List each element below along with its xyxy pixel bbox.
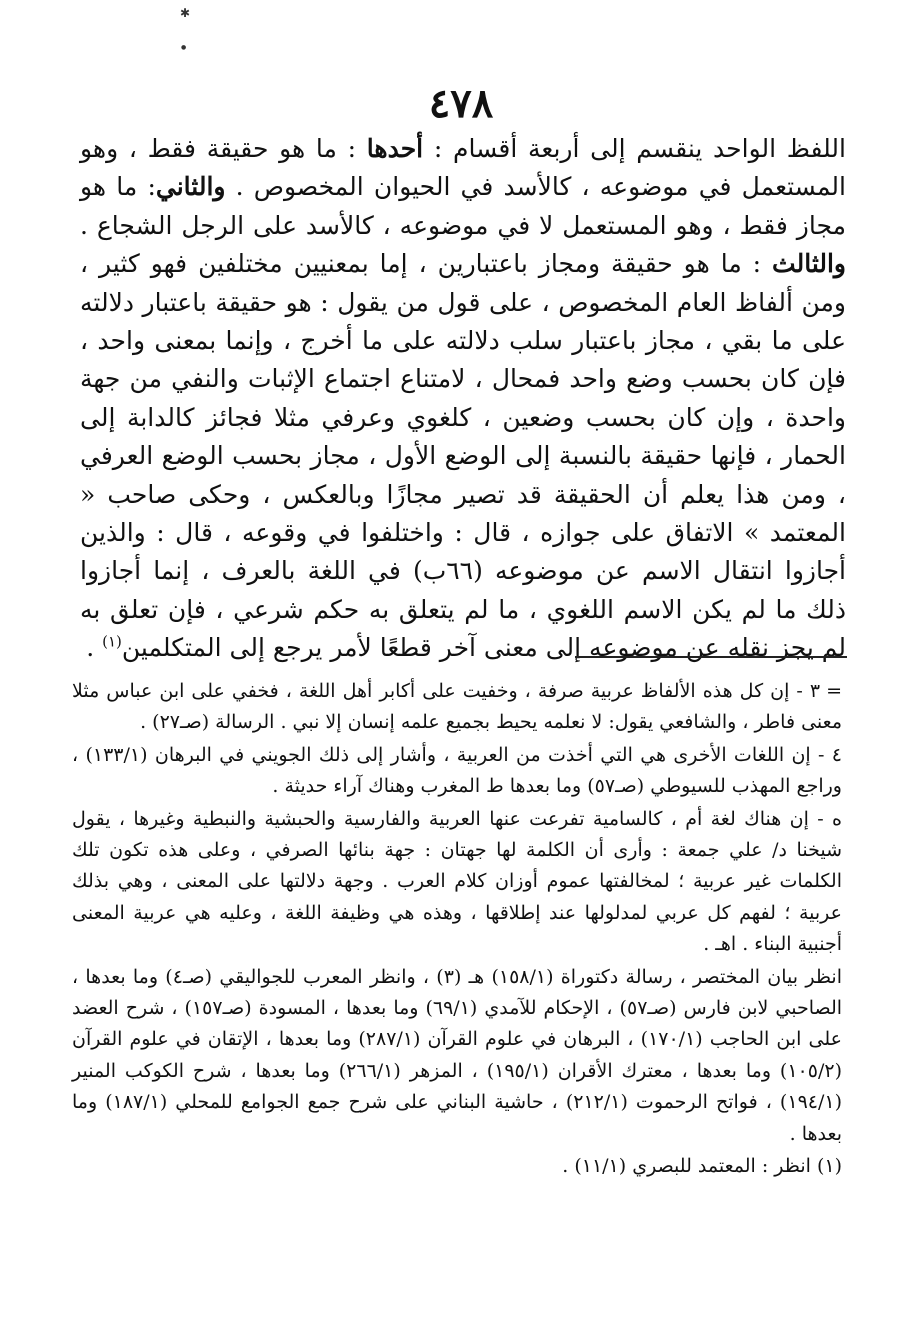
footnote-text: ٣ - إن كل هذه الألفاظ عربية صرفة ، وخفيت على أكابر أهل اللغة ، فخفي على ابن عباس مثلا معنى فاطر ، والشافعي يقول: لا نعلمه يحيط بجميع علمه إنسان إلا نبي . الرسالة (صـ٢٧) .	[72, 680, 842, 734]
footnote	[72, 962, 842, 1150]
footnote	[72, 804, 842, 961]
footnote	[72, 740, 842, 803]
footnotes	[72, 676, 842, 1184]
footnote-text: انظر : المعتمد للبصري (١١/١) .	[562, 1155, 811, 1178]
page-number: ٤٧٨	[428, 80, 494, 127]
footnote-number: (١)	[816, 1155, 842, 1178]
text-run: اللفظ الواحد ينقسم إلى أربعة أقسام :	[423, 134, 846, 163]
paragraph-end: .	[86, 633, 103, 663]
footnote	[72, 1151, 842, 1182]
main-paragraph-body	[80, 134, 846, 662]
text-run: : ما هو مجاز فقط ، وهو المستعمل لا في موضوعه ، كالأسد على الرجل الشجاع .	[80, 172, 846, 240]
main-paragraph	[80, 130, 846, 668]
keyword: أحدها	[366, 134, 424, 163]
footnote-text: ه - إن هناك لغة أم ، كالسامية تفرعت عنها العربية والفارسية والحبشية والنبطية وغيرها ، يقول شيخنا د/ علي جمعة : وأرى أن الكلمة لها جهتان : جهة بنائها الصرفي ، وعلى هذه تكون تلك الكلمات غير عربية ؛ لمخالفتها عموم أوزان كلام العرب . وجهة دلالتها على المعنى ، وهي بذلك عربية ؛ لفهم كل عربي لمدلولها عند إطلاقها ، وهذه هي وظيفة اللغة ، وعليه هي عربية المعنى أجنبية البناء . اهـ .	[72, 807, 842, 956]
keyword: والثالث	[772, 249, 846, 279]
footnote-text: ٤ - إن اللغات الأخرى هي التي أخذت من العربية ، وأشار إلى ذلك الجويني في البرهان (١٣٣/١) ، وراجع المهذب للسيوطي (صـ٥٧) وما بعدها ط المغرب وهناك آراء حديثة .	[72, 743, 842, 798]
footnote-separator	[575, 656, 847, 658]
footnote	[72, 676, 842, 739]
footnote-ref: (١)	[102, 632, 122, 651]
footnote-text: انظر بيان المختصر ، رسالة دكتوراة (١٥٨/١) هـ (٣) ، وانظر المعرب للجواليقي (صـ٤) وما بعدها ، الصاحبي لابن فارس (صـ٥٧) ، الإحكام للآمدي (٦٩/١) وما بعدها ، المسودة (صـ١٥٧) ، شرح العضد على ابن الحاجب (١٧٠/١) ، البرهان في علوم القرآن (٢٨٧/١) وما بعدها ، الإتقان في علوم القرآن (١٠٥/٢) وما بعدها ، معترك الأقران (١٩٥/١) ، المزهر (٢٦٦/١) وما بعدها ، شرح الكوكب المنير (١٩٤/١) ، فواتح الرحموت (٢١٢/١) ، حاشية البناني على شرح جمع الجوامع للمحلي (١٨٧/١) وما بعدها .	[72, 965, 843, 1145]
main-text	[80, 130, 846, 668]
footnote-number: =	[826, 680, 842, 702]
keyword: والثاني	[155, 172, 226, 202]
scan-dot: ●	[181, 44, 187, 51]
scan-mark: ✱	[180, 6, 191, 20]
text-run: : ما هو حقيقة فقط ، وهو المستعمل في موضوعه ، كالأسد في الحيوان المخصوص .	[80, 134, 846, 202]
text-run: : ما هو حقيقة ومجاز باعتبارين ، إما بمعنيين مختلفين فهو كثير ، ومن ألفاظ العام المخصوص ، على قول من يقول : هو حقيقة باعتبار دلالته على ما بقي ، مجاز باعتبار سلب دلالته على ما أخرج ، وإنما بمعنى واحد ، فإن كان بحسب وضع واحد فمحال ، لامتناع اجتماع الإثبات والنفي من جهة واحدة ، وإن كان بحسب وضعين ، كلغوي وعرفي مثلا فجائز كالدابة إلى الحمار ، فإنها حقيقة بالنسبة إلى الوضع الأول ، مجاز بحسب الوضع العرفي ، ومن هذا يعلم أن الحقيقة قد تصير مجازًا وبالعكس ، وحكى صاحب « المعتمد » الاتفاق على جوازه ، قال : واختلفوا في وقوعه ، قال : والذين أجازوا انتقال الاسم عن موضوعه (٦٦ب) في اللغة بالعرف ، إنما أجازوا ذلك ما لم يكن الاسم اللغوي ، ما لم يتعلق به حكم شرعي ، فإن تعلق به لم يجز نقله عن موضوعه إلى معنى آخر قطعًا لأمر يرجع إلى المتكلمين	[80, 249, 846, 663]
